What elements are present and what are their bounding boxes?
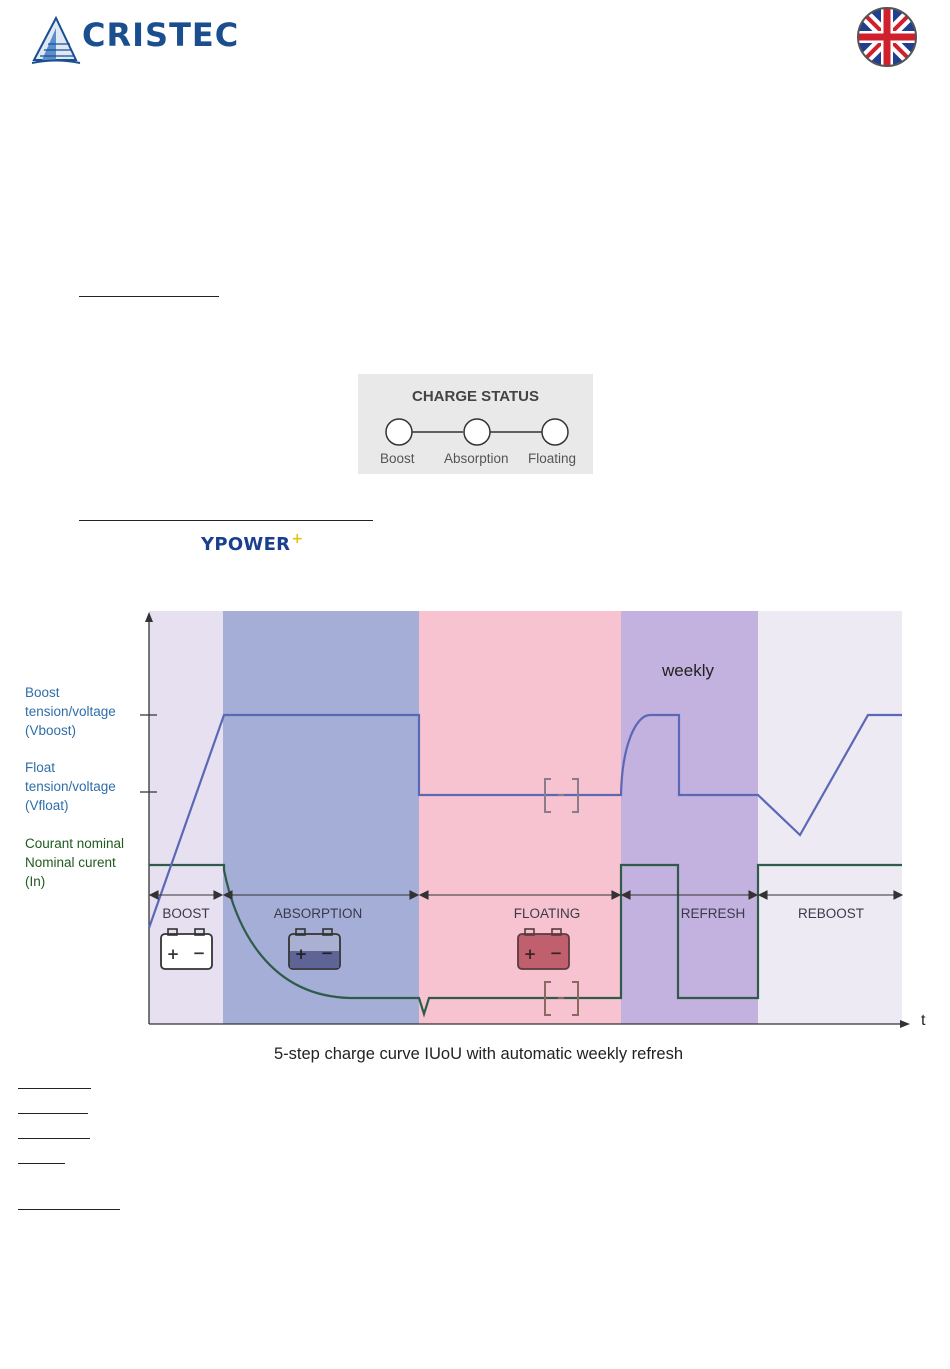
list-heading-underline <box>18 1113 88 1114</box>
phase-label-floating: FLOATING <box>513 906 581 921</box>
ylabel-float-line2: tension/voltage <box>25 779 116 794</box>
svg-text:−: − <box>192 944 206 962</box>
ylabel-nominal-line1: Courant nominal <box>25 836 125 851</box>
ylabel-boost-line3: (Vboost) <box>25 723 77 738</box>
charge-status-title: CHARGE STATUS <box>412 388 539 405</box>
status-label-floating: Floating <box>528 451 577 466</box>
phase-label-refresh: REFRESH <box>680 906 746 921</box>
uk-flag-icon[interactable] <box>856 6 918 68</box>
status-label-boost: Boost <box>380 451 415 466</box>
absorption-led-icon <box>464 419 490 445</box>
chart-caption: 5-step charge curve IUoU with automatic weekly refresh <box>274 1045 684 1063</box>
ypower-logo <box>201 531 304 555</box>
status-label-absorption: Absorption <box>444 451 509 466</box>
battery-half-icon <box>289 929 340 969</box>
svg-text:+: + <box>294 945 308 963</box>
ylabel-boost-line1: Boost <box>25 685 60 700</box>
phase-band-reboost <box>758 611 902 1024</box>
boost-led-icon <box>386 419 412 445</box>
ylabel-nominal-line3: (In) <box>25 874 46 889</box>
list-heading-underline <box>18 1088 91 1089</box>
battery-full-icon <box>518 929 569 969</box>
phase-label-absorption: ABSORPTION <box>273 906 363 921</box>
x-axis-label: t <box>921 1012 926 1029</box>
section-heading-underline <box>18 1209 120 1210</box>
ylabel-nominal-line2: Nominal curent <box>25 855 116 870</box>
section-heading-underline <box>79 296 219 297</box>
phase-label-reboost: REBOOST <box>797 906 865 921</box>
ylabel-boost-line2: tension/voltage <box>25 704 116 719</box>
ypower-plus-mark: + <box>291 531 304 547</box>
brand-name: CRISTEC <box>82 16 240 54</box>
section-heading-underline <box>79 520 373 521</box>
svg-text:−: − <box>320 944 334 962</box>
weekly-annotation: weekly <box>662 661 714 680</box>
charge-status-panel <box>358 374 593 474</box>
svg-text:+: + <box>166 945 180 963</box>
svg-text:+: + <box>523 945 537 963</box>
battery-empty-icon <box>161 929 212 969</box>
x-axis-arrow <box>900 1020 910 1028</box>
list-heading-underline <box>18 1163 65 1164</box>
sail-logo-icon <box>30 14 82 66</box>
charge-curve-chart <box>0 590 950 1035</box>
phase-label-boost: BOOST <box>162 906 210 921</box>
list-heading-underline <box>18 1138 90 1139</box>
svg-text:−: − <box>549 944 563 962</box>
ylabel-float-line3: (Vfloat) <box>25 798 69 813</box>
ylabel-float-line1: Float <box>25 760 56 775</box>
floating-led-icon <box>542 419 568 445</box>
ypower-name: YPOWER <box>201 534 291 555</box>
